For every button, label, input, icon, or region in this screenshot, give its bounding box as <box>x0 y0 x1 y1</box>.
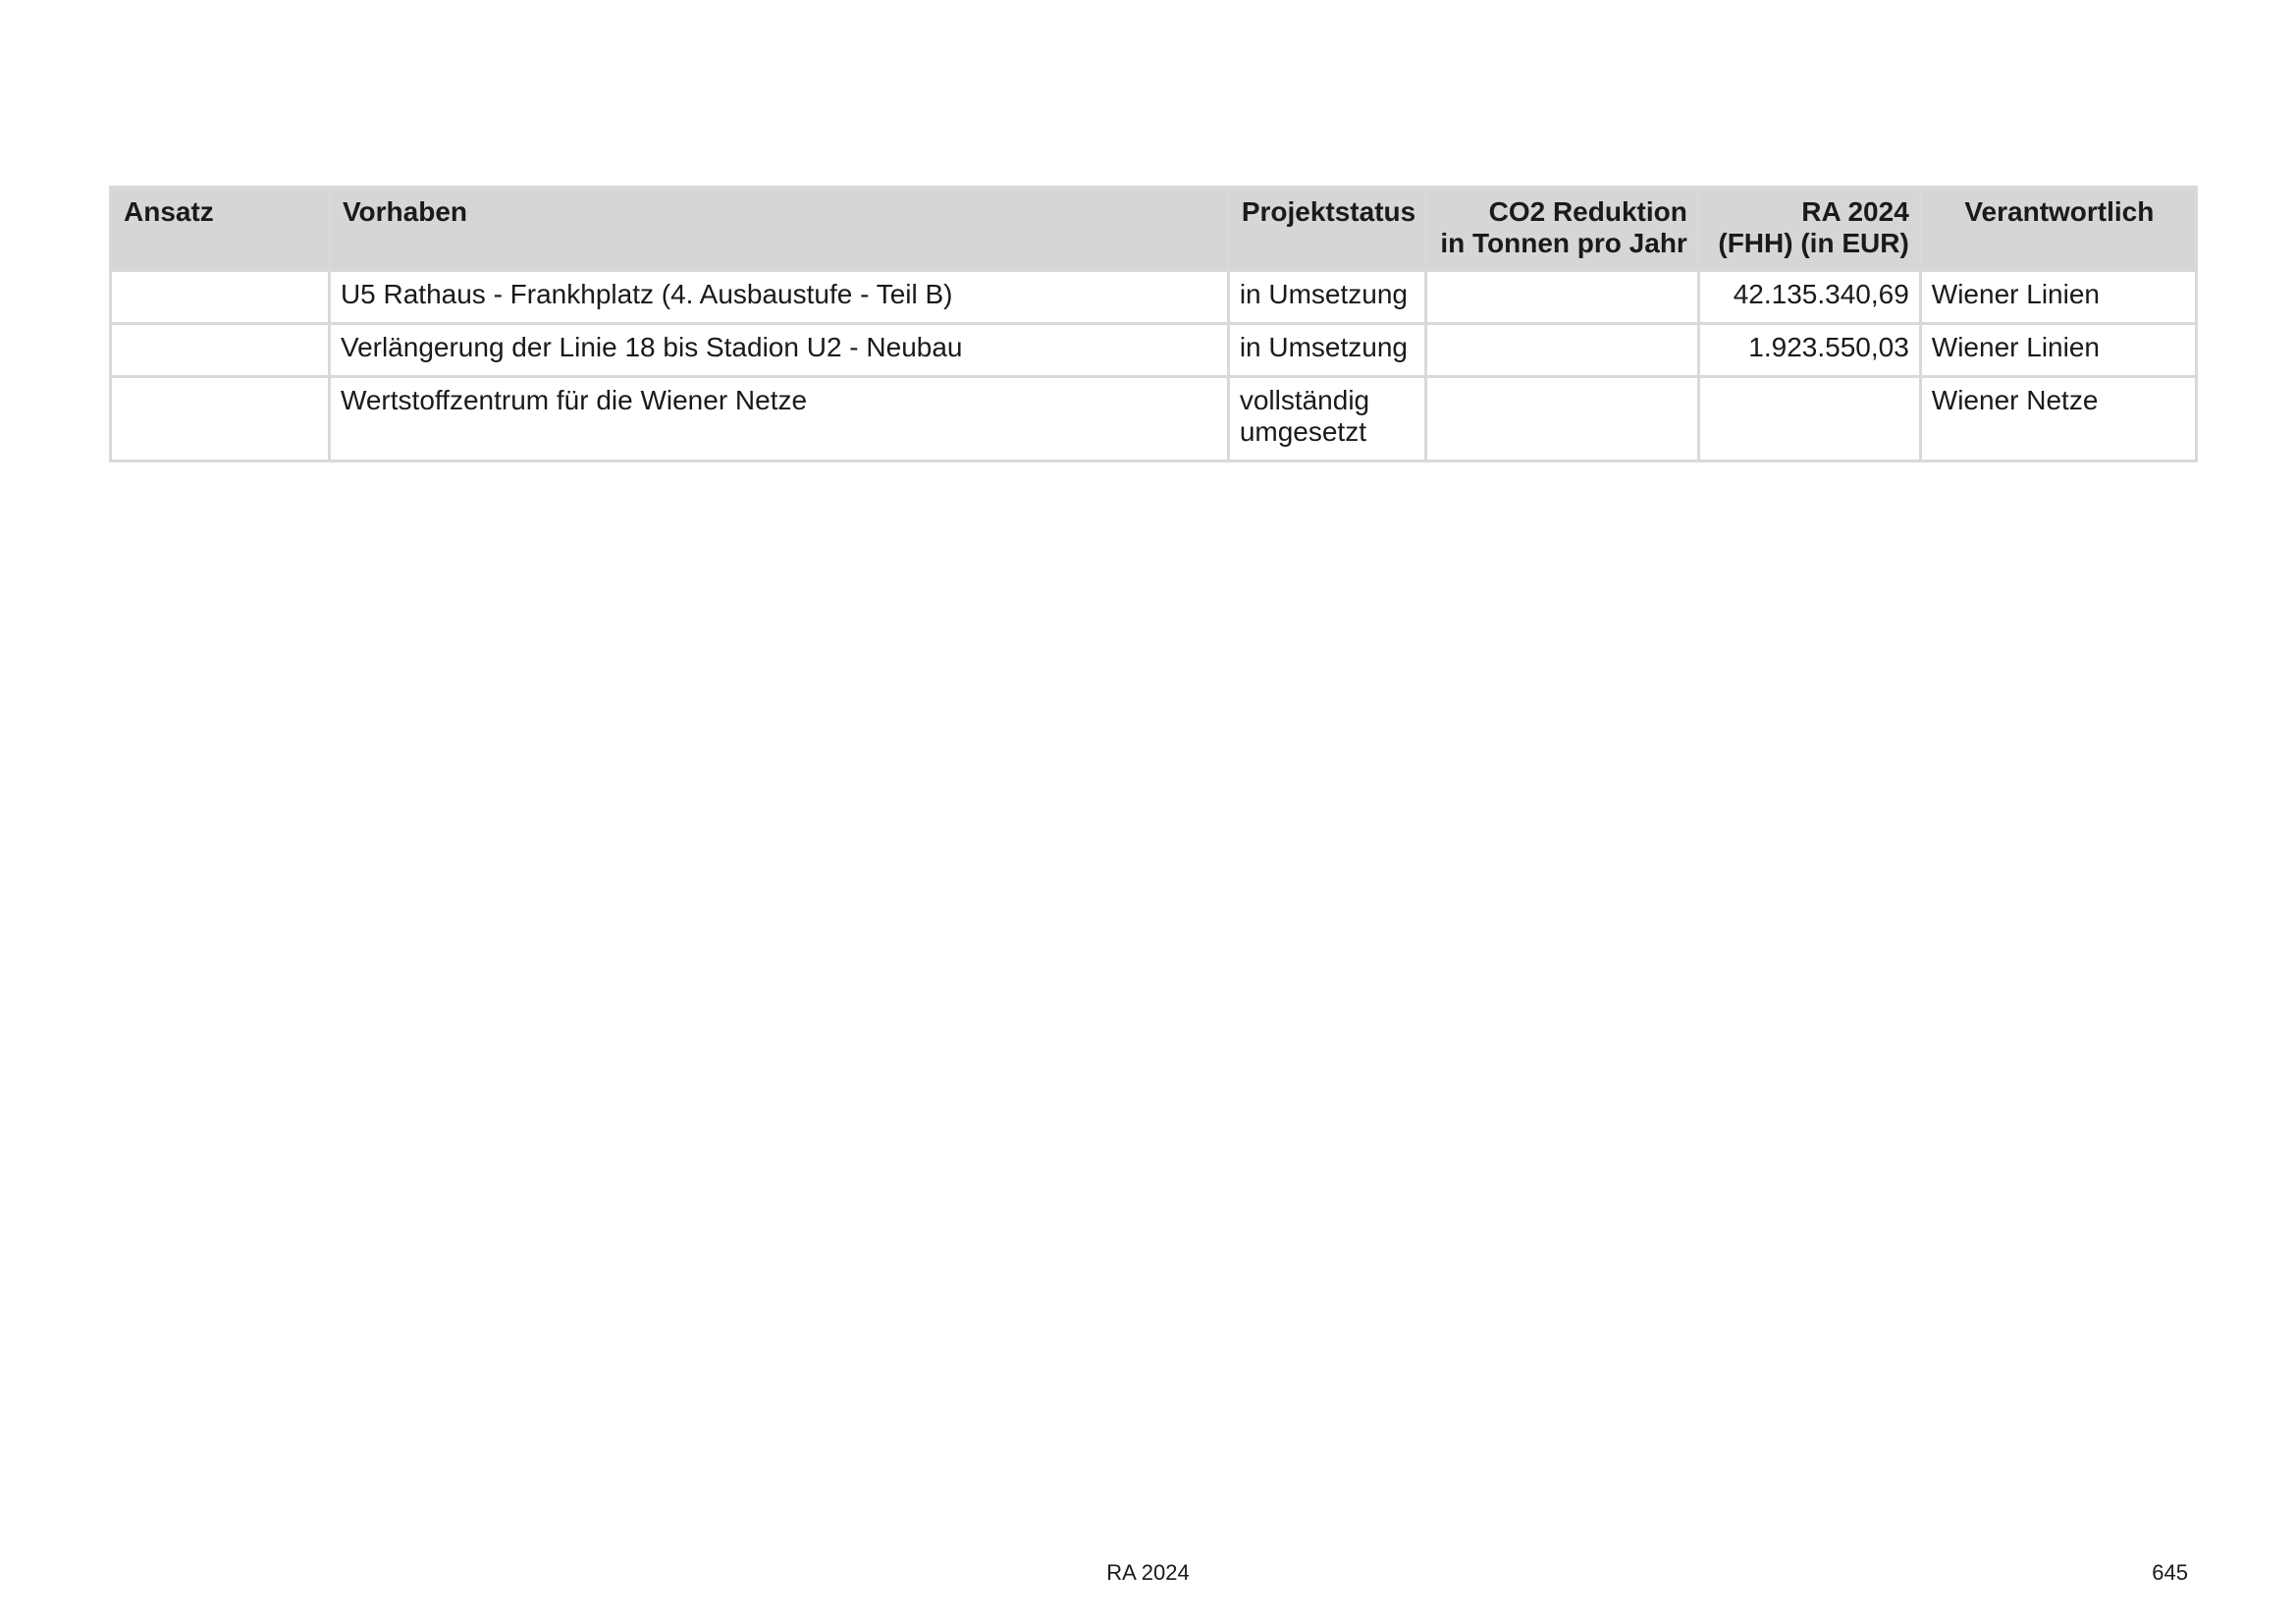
cell-co2 <box>1425 324 1698 377</box>
footer-title: RA 2024 <box>1106 1560 1190 1585</box>
header-ra-line2: (FHH) (in EUR) <box>1718 228 1909 258</box>
cell-projektstatus: in Umsetzung <box>1228 271 1425 324</box>
cell-co2 <box>1425 377 1698 461</box>
cell-ra: 42.135.340,69 <box>1698 271 1920 324</box>
header-co2-line1: CO2 Reduktion <box>1488 196 1687 227</box>
cell-projektstatus-line1: vollständig <box>1239 385 1370 415</box>
table-row <box>111 324 2197 377</box>
page-number: 645 <box>2152 1560 2188 1585</box>
table-body <box>111 271 2197 461</box>
cell-projektstatus <box>1228 377 1425 461</box>
cell-vorhaben: Verlängerung der Linie 18 bis Stadion U2 - Neubau <box>329 324 1228 377</box>
header-row <box>111 188 2197 271</box>
header-ansatz: Ansatz <box>111 188 330 271</box>
cell-co2 <box>1425 271 1698 324</box>
header-projektstatus: Projektstatus <box>1228 188 1425 271</box>
table-row <box>111 377 2197 461</box>
cell-ansatz <box>111 324 330 377</box>
header-ra-2024 <box>1698 188 1920 271</box>
cell-verantwortlich: Wiener Netze <box>1920 377 2196 461</box>
cell-ra: 1.923.550,03 <box>1698 324 1920 377</box>
header-vorhaben: Vorhaben <box>329 188 1228 271</box>
cell-projektstatus: in Umsetzung <box>1228 324 1425 377</box>
cell-projektstatus-line2: umgesetzt <box>1239 416 1366 447</box>
cell-verantwortlich: Wiener Linien <box>1920 271 2196 324</box>
projects-table <box>109 186 2198 462</box>
header-ra-line1: RA 2024 <box>1801 196 1909 227</box>
cell-vorhaben: Wertstoffzentrum für die Wiener Netze <box>329 377 1228 461</box>
cell-ansatz <box>111 271 330 324</box>
cell-ansatz <box>111 377 330 461</box>
cell-vorhaben: U5 Rathaus - Frankhplatz (4. Ausbaustufe - Teil B) <box>329 271 1228 324</box>
header-co2-reduktion <box>1425 188 1698 271</box>
header-verantwortlich: Verantwortlich <box>1920 188 2196 271</box>
header-co2-line2: in Tonnen pro Jahr <box>1440 228 1687 258</box>
table-row <box>111 271 2197 324</box>
table-header <box>111 188 2197 271</box>
cell-verantwortlich: Wiener Linien <box>1920 324 2196 377</box>
cell-ra <box>1698 377 1920 461</box>
